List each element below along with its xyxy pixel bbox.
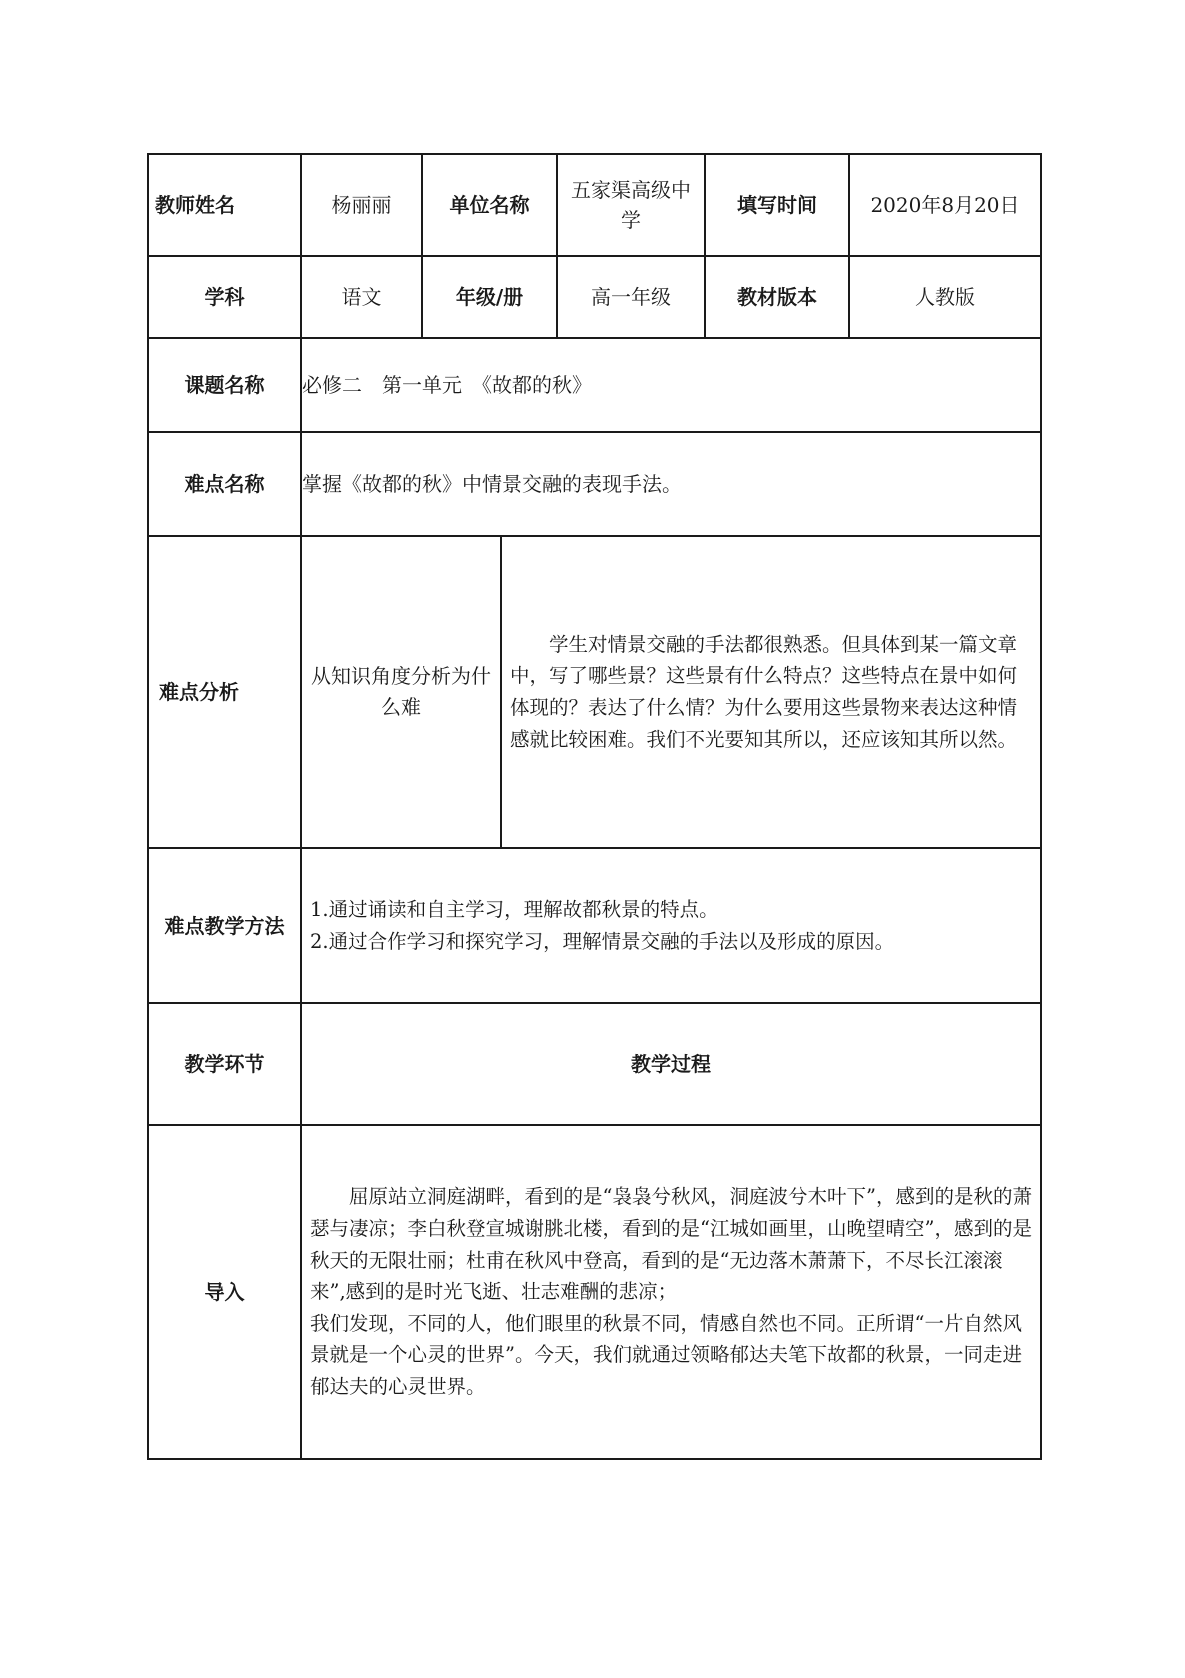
row-intro [148,1125,1041,1459]
method-item: 2.通过合作学习和探究学习，理解情景交融的手法以及形成的原因。 [310,929,895,953]
row-method [148,848,1041,1003]
fill-time-value: 2020年8月20日 [849,154,1041,256]
method-cell [301,848,1041,1003]
row-analysis [148,536,1041,848]
teacher-name-value: 杨丽丽 [301,154,422,256]
difficulty-value: 掌握《故都的秋》中情景交融的表现手法。 [301,432,1041,536]
grade-value: 高一年级 [557,256,705,338]
edition-label: 教材版本 [705,256,849,338]
intro-cell [301,1125,1041,1459]
row-teacher-info [148,154,1041,256]
topic-label: 课题名称 [148,338,301,432]
unit-name-value: 五家渠高级中学 [557,154,705,256]
lesson-plan-table [147,153,1042,1460]
teacher-name-label: 教师姓名 [148,154,301,256]
analysis-split [302,537,1040,847]
subject-label: 学科 [148,256,301,338]
analysis-text: 学生对情景交融的手法都很熟悉。但具体到某一篇文章中，写了哪些景？这些景有什么特点？这些特点在景中如何体现的？表达了什么情？为什么要用这些景物来表达这种情感就比较困难。我们不光要知其所以，还应该知其所以然。 [510,632,1018,751]
method-item: 1.通过诵读和自主学习，理解故都秋景的特点。 [310,898,719,922]
row-process-header [148,1003,1041,1125]
analysis-body [502,537,1040,847]
unit-name-label: 单位名称 [422,154,557,256]
fill-time-label: 填写时间 [705,154,849,256]
analysis-sub-label: 从知识角度分析为什么难 [302,537,502,847]
row-difficulty [148,432,1041,536]
difficulty-label: 难点名称 [148,432,301,536]
process-label: 教学过程 [301,1003,1041,1125]
row-topic [148,338,1041,432]
method-label: 难点教学方法 [148,848,301,1003]
subject-value: 语文 [301,256,422,338]
intro-paragraph-1: 屈原站立洞庭湖畔，看到的是“袅袅兮秋风，洞庭波兮木叶下”，感到的是秋的萧瑟与凄凉；李白秋登宣城谢朓北楼，看到的是“江城如画里，山晚望晴空”，感到的是秋天的无限壮丽；杜甫在秋风中登高，看到的是“无边落木萧萧下，不尽长江滚滚来”,感到的是时光飞逝、壮志难酬的悲凉； [310,1185,1032,1304]
grade-label: 年级/册 [422,256,557,338]
row-subject-info [148,256,1041,338]
method-list [302,894,1040,956]
topic-value: 必修二 第一单元 《故都的秋》 [301,338,1041,432]
analysis-label: 难点分析 [148,536,301,848]
intro-paragraph-2: 我们发现，不同的人，他们眼里的秋景不同，情感自然也不同。正所谓“一片自然风景就是一个心灵的世界”。今天，我们就通过领略郁达夫笔下故都的秋景，一同走进郁达夫的心灵世界。 [310,1311,1022,1398]
analysis-cell [301,536,1041,848]
lesson-plan-sheet [147,153,1040,1460]
stage-label: 教学环节 [148,1003,301,1125]
intro-label: 导入 [148,1125,301,1459]
edition-value: 人教版 [849,256,1041,338]
